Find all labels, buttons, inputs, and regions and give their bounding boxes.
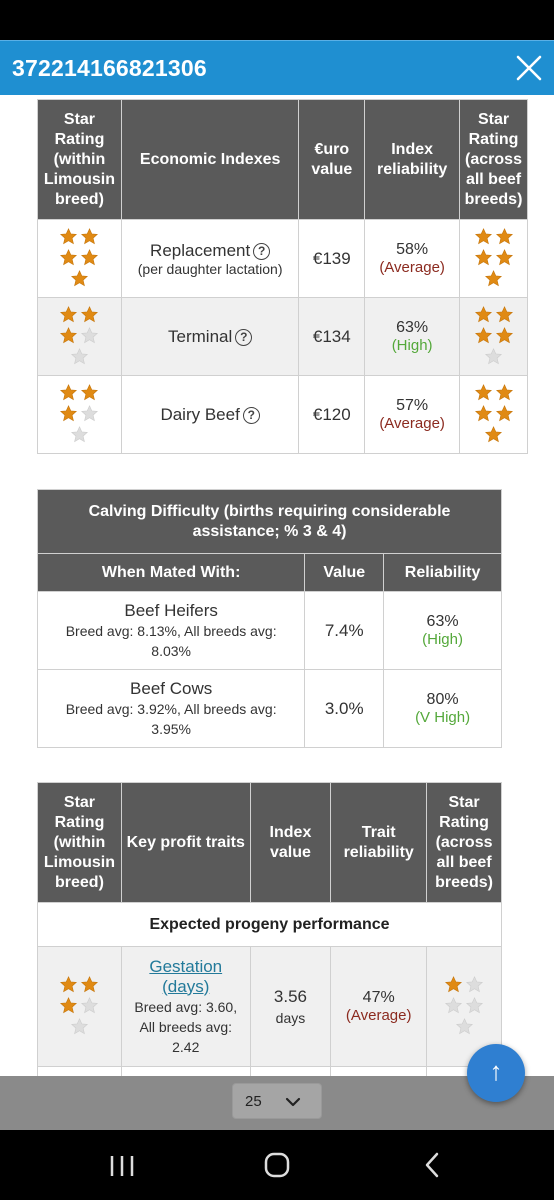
star-empty-icon [71,426,88,443]
col-header-star-across: Star Rating (across all beef breeds) [427,783,502,903]
star-empty-icon [445,997,462,1014]
star-rating-within [60,383,98,447]
col-header-star-within: Star Rating (within Limousin breed) [38,783,122,903]
home-icon[interactable] [263,1151,291,1179]
help-icon[interactable]: ? [235,329,252,346]
star-filled-icon [81,384,98,401]
index-name: Terminal [168,326,233,346]
table-row [38,220,528,298]
reliability-value: 63% [426,613,459,630]
star-filled-icon [71,270,88,287]
star-rating-within [60,305,98,369]
calving-value: 3.0% [305,670,384,748]
back-icon[interactable] [422,1151,442,1179]
col-header-trait-reliability: Trait reliability [331,783,427,903]
table-row [38,298,528,376]
star-empty-icon [81,997,98,1014]
star-empty-icon [456,1018,473,1035]
page-title: 372214166821306 [12,55,207,81]
reliability-value: 57% [396,397,429,414]
reliability-label: (High) [422,631,463,648]
star-filled-icon [445,976,462,993]
system-nav-bar [0,1130,554,1200]
star-filled-icon [496,306,513,323]
star-filled-icon [81,249,98,266]
star-empty-icon [466,997,483,1014]
star-empty-icon [71,1018,88,1035]
page-size-select[interactable] [232,1083,322,1119]
col-header-value: Value [305,554,384,592]
calving-title: Calving Difficulty (births requiring considerable assistance; % 3 & 4) [38,490,502,554]
star-rating-across [445,975,483,1039]
page-size-value: 25 [245,1093,262,1110]
col-header-reliability: Reliability [384,554,502,592]
star-rating-across [475,305,513,369]
star-empty-icon [485,348,502,365]
index-note: (per daughter lactation) [137,260,283,277]
reliability-label: (High) [391,337,433,354]
star-filled-icon [475,306,492,323]
star-filled-icon [60,228,77,245]
calving-difficulty-table [37,489,502,748]
calving-value: 7.4% [305,592,384,670]
col-header-index-reliability: Index reliability [365,100,460,220]
star-empty-icon [81,327,98,344]
reliability-label: (Average) [379,259,445,276]
euro-value: €120 [299,376,365,454]
star-filled-icon [475,405,492,422]
close-icon[interactable] [514,53,544,83]
index-unit: days [275,1010,306,1026]
reliability-label: (Average) [345,1007,412,1024]
breed-average-note: Breed avg: 3.60, All breeds avg: 2.42 [134,998,238,1055]
star-empty-icon [466,976,483,993]
star-filled-icon [496,327,513,344]
star-rating-within [60,975,98,1039]
index-name: Replacement [150,240,251,260]
euro-value: €134 [299,298,365,376]
star-filled-icon [60,327,77,344]
star-filled-icon [496,405,513,422]
col-header-star-within: Star Rating (within Limousin breed) [38,100,122,220]
key-profit-traits-table [37,782,502,1097]
star-filled-icon [475,228,492,245]
star-filled-icon [60,249,77,266]
star-filled-icon [81,228,98,245]
star-filled-icon [496,228,513,245]
reliability-value: 80% [426,691,459,708]
reliability-label: (V High) [415,709,471,726]
arrow-up-icon: ↑ [489,1056,503,1086]
star-filled-icon [475,249,492,266]
table-row [38,947,502,1067]
scroll-to-top-button[interactable] [467,1044,525,1102]
star-filled-icon [485,270,502,287]
star-filled-icon [60,976,77,993]
star-rating-across [475,383,513,447]
reliability-value: 58% [396,241,429,258]
reliability-value: 47% [362,989,395,1006]
help-icon[interactable]: ? [253,243,270,260]
recent-apps-icon[interactable] [108,1153,136,1179]
help-icon[interactable]: ? [243,407,260,424]
star-filled-icon [475,384,492,401]
col-header-key-profit-traits: Key profit traits [121,783,250,903]
gestation-link[interactable]: Gestation (days) [149,956,223,996]
mated-with-name: Beef Cows [130,678,213,698]
breed-average-note: Breed avg: 3.92%, All breeds avg: 3.95% [65,700,277,737]
star-filled-icon [485,426,502,443]
economic-index-table [37,99,528,454]
title-bar [0,40,554,95]
star-filled-icon [60,384,77,401]
star-empty-icon [81,405,98,422]
table-row [38,670,502,748]
star-filled-icon [496,249,513,266]
star-filled-icon [81,976,98,993]
col-header-star-across: Star Rating (across all beef breeds) [460,100,528,220]
reliability-value: 63% [396,319,429,336]
chevron-down-icon [285,1094,301,1110]
reliability-label: (Average) [379,415,445,432]
star-filled-icon [60,405,77,422]
content-area [0,95,554,1130]
status-bar [0,0,554,40]
mated-with-name: Beef Heifers [124,600,218,620]
star-filled-icon [60,997,77,1014]
star-rating-within [60,227,98,291]
star-filled-icon [475,327,492,344]
table-row [38,592,502,670]
index-name: Dairy Beef [160,404,240,424]
star-filled-icon [496,384,513,401]
col-header-mated-with: When Mated With: [38,554,305,592]
col-header-euro-value: €uro value [299,100,365,220]
star-rating-across [475,227,513,291]
col-header-economic-indexes: Economic Indexes [121,100,298,220]
index-value: 3.56 [273,987,307,1006]
section-expected-progeny: Expected progeny performance [38,903,502,947]
star-empty-icon [71,348,88,365]
breed-average-note: Breed avg: 8.13%, All breeds avg: 8.03% [65,622,277,659]
star-filled-icon [81,306,98,323]
col-header-index-value: Index value [250,783,331,903]
euro-value: €139 [299,220,365,298]
table-row [38,376,528,454]
star-filled-icon [60,306,77,323]
